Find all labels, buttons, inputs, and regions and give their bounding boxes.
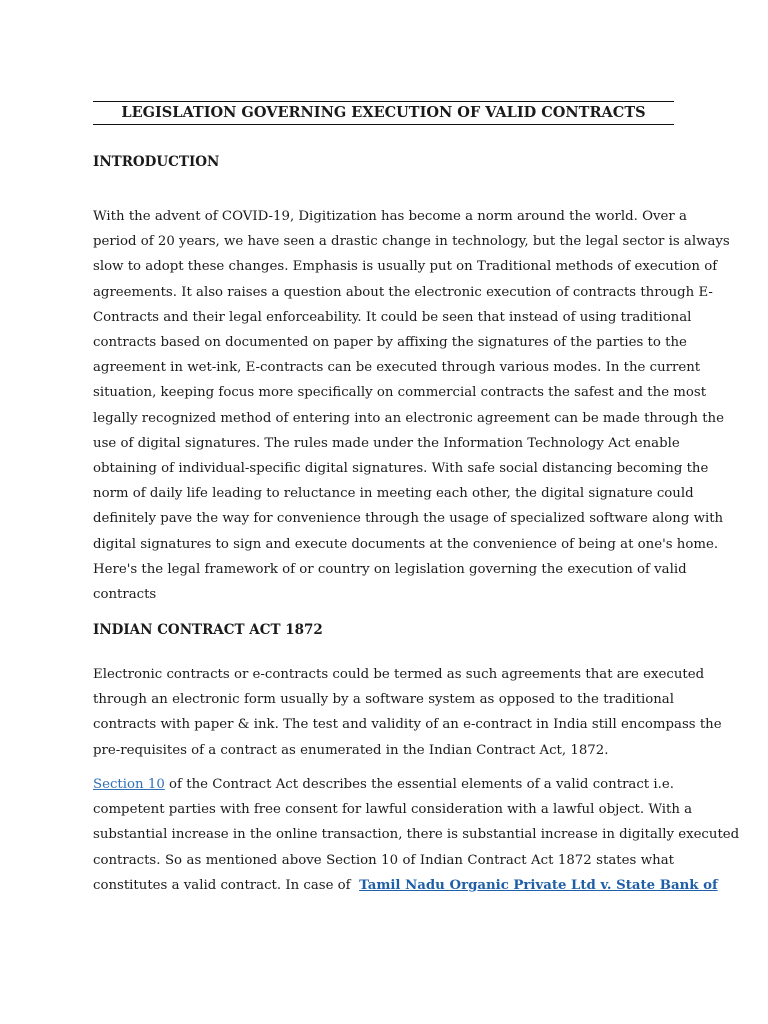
document-title: LEGISLATION GOVERNING EXECUTION OF VALID CONTRACTS	[93, 101, 674, 125]
section-10-link[interactable]: Section 10	[93, 777, 165, 792]
paragraph-text: of the Contract Act describes the essential elements of a valid contract i.e.	[164, 777, 674, 792]
section-heading-introduction: INTRODUCTION	[93, 154, 220, 170]
paragraph-line: With the advent of COVID-19, Digitization has become a norm around the world. Over a	[93, 209, 687, 224]
paragraph-line: contracts	[93, 587, 157, 603]
paragraph-text: constitutes a valid contract. In case of	[93, 877, 351, 893]
paragraph-line: legally recognized method of entering into an electronic agreement can be made through the	[93, 410, 724, 426]
section-heading-indian-contract-act: INDIAN CONTRACT ACT 1872	[93, 622, 323, 638]
paragraph-line: use of digital signatures. The rules made under the Information Technology Act enable	[93, 435, 680, 451]
paragraph-line	[93, 873, 718, 898]
paragraph-line: obtaining of individual-specific digital signatures. With safe social distancing becoming the	[93, 461, 709, 477]
introduction-paragraph	[93, 204, 730, 607]
paragraph-line: through an electronic form usually by a software system as opposed to the traditional	[93, 692, 674, 708]
paragraph-line: digital signatures to sign and execute documents at the convenience of being at one's home.	[93, 536, 719, 552]
paragraph-line: Electronic contracts or e-contracts could be termed as such agreements that are executed	[93, 667, 705, 682]
paragraph-line: situation, keeping focus more specifically on commercial contracts the safest and the most	[93, 385, 707, 401]
paragraph-line	[93, 772, 674, 797]
paragraph-line: contracts with paper & ink. The test and validity of an e-contract in India still encompass the	[93, 717, 722, 733]
paragraph-line: period of 20 years, we have seen a drastic change in technology, but the legal sector is always	[93, 234, 730, 250]
section-10-paragraph	[93, 772, 740, 898]
paragraph-line: Here's the legal framework of or country on legislation governing the execution of valid	[93, 561, 687, 577]
paragraph-line: substantial increase in the online transaction, there is substantial increase in digitally executed	[93, 827, 740, 843]
paragraph-line: norm of daily life leading to reluctance in meeting each other, the digital signature could	[93, 486, 694, 502]
contract-act-paragraph	[93, 662, 722, 763]
paragraph-line: agreement in wet-ink, E-contracts can be executed through various modes. In the current	[93, 360, 701, 376]
paragraph-line: definitely pave the way for convenience through the usage of specialized software along with	[93, 511, 724, 527]
paragraph-line: contracts based on documented on paper by affixing the signatures of the parties to the	[93, 335, 687, 351]
paragraph-line: competent parties with free consent for lawful consideration with a lawful object. With a	[93, 802, 693, 818]
case-citation-link[interactable]: Tamil Nadu Organic Private Ltd v. State Bank of	[359, 877, 718, 893]
paragraph-line: contracts. So as mentioned above Section 10 of Indian Contract Act 1872 states what	[93, 852, 674, 868]
paragraph-line: pre-requisites of a contract as enumerated in the Indian Contract Act, 1872.	[93, 742, 609, 758]
paragraph-line: Contracts and their legal enforceability. It could be seen that instead of using traditional	[93, 309, 692, 325]
paragraph-line: slow to adopt these changes. Emphasis is usually put on Traditional methods of execution of	[93, 259, 718, 275]
paragraph-line: agreements. It also raises a question about the electronic execution of contracts through E-	[93, 284, 713, 300]
